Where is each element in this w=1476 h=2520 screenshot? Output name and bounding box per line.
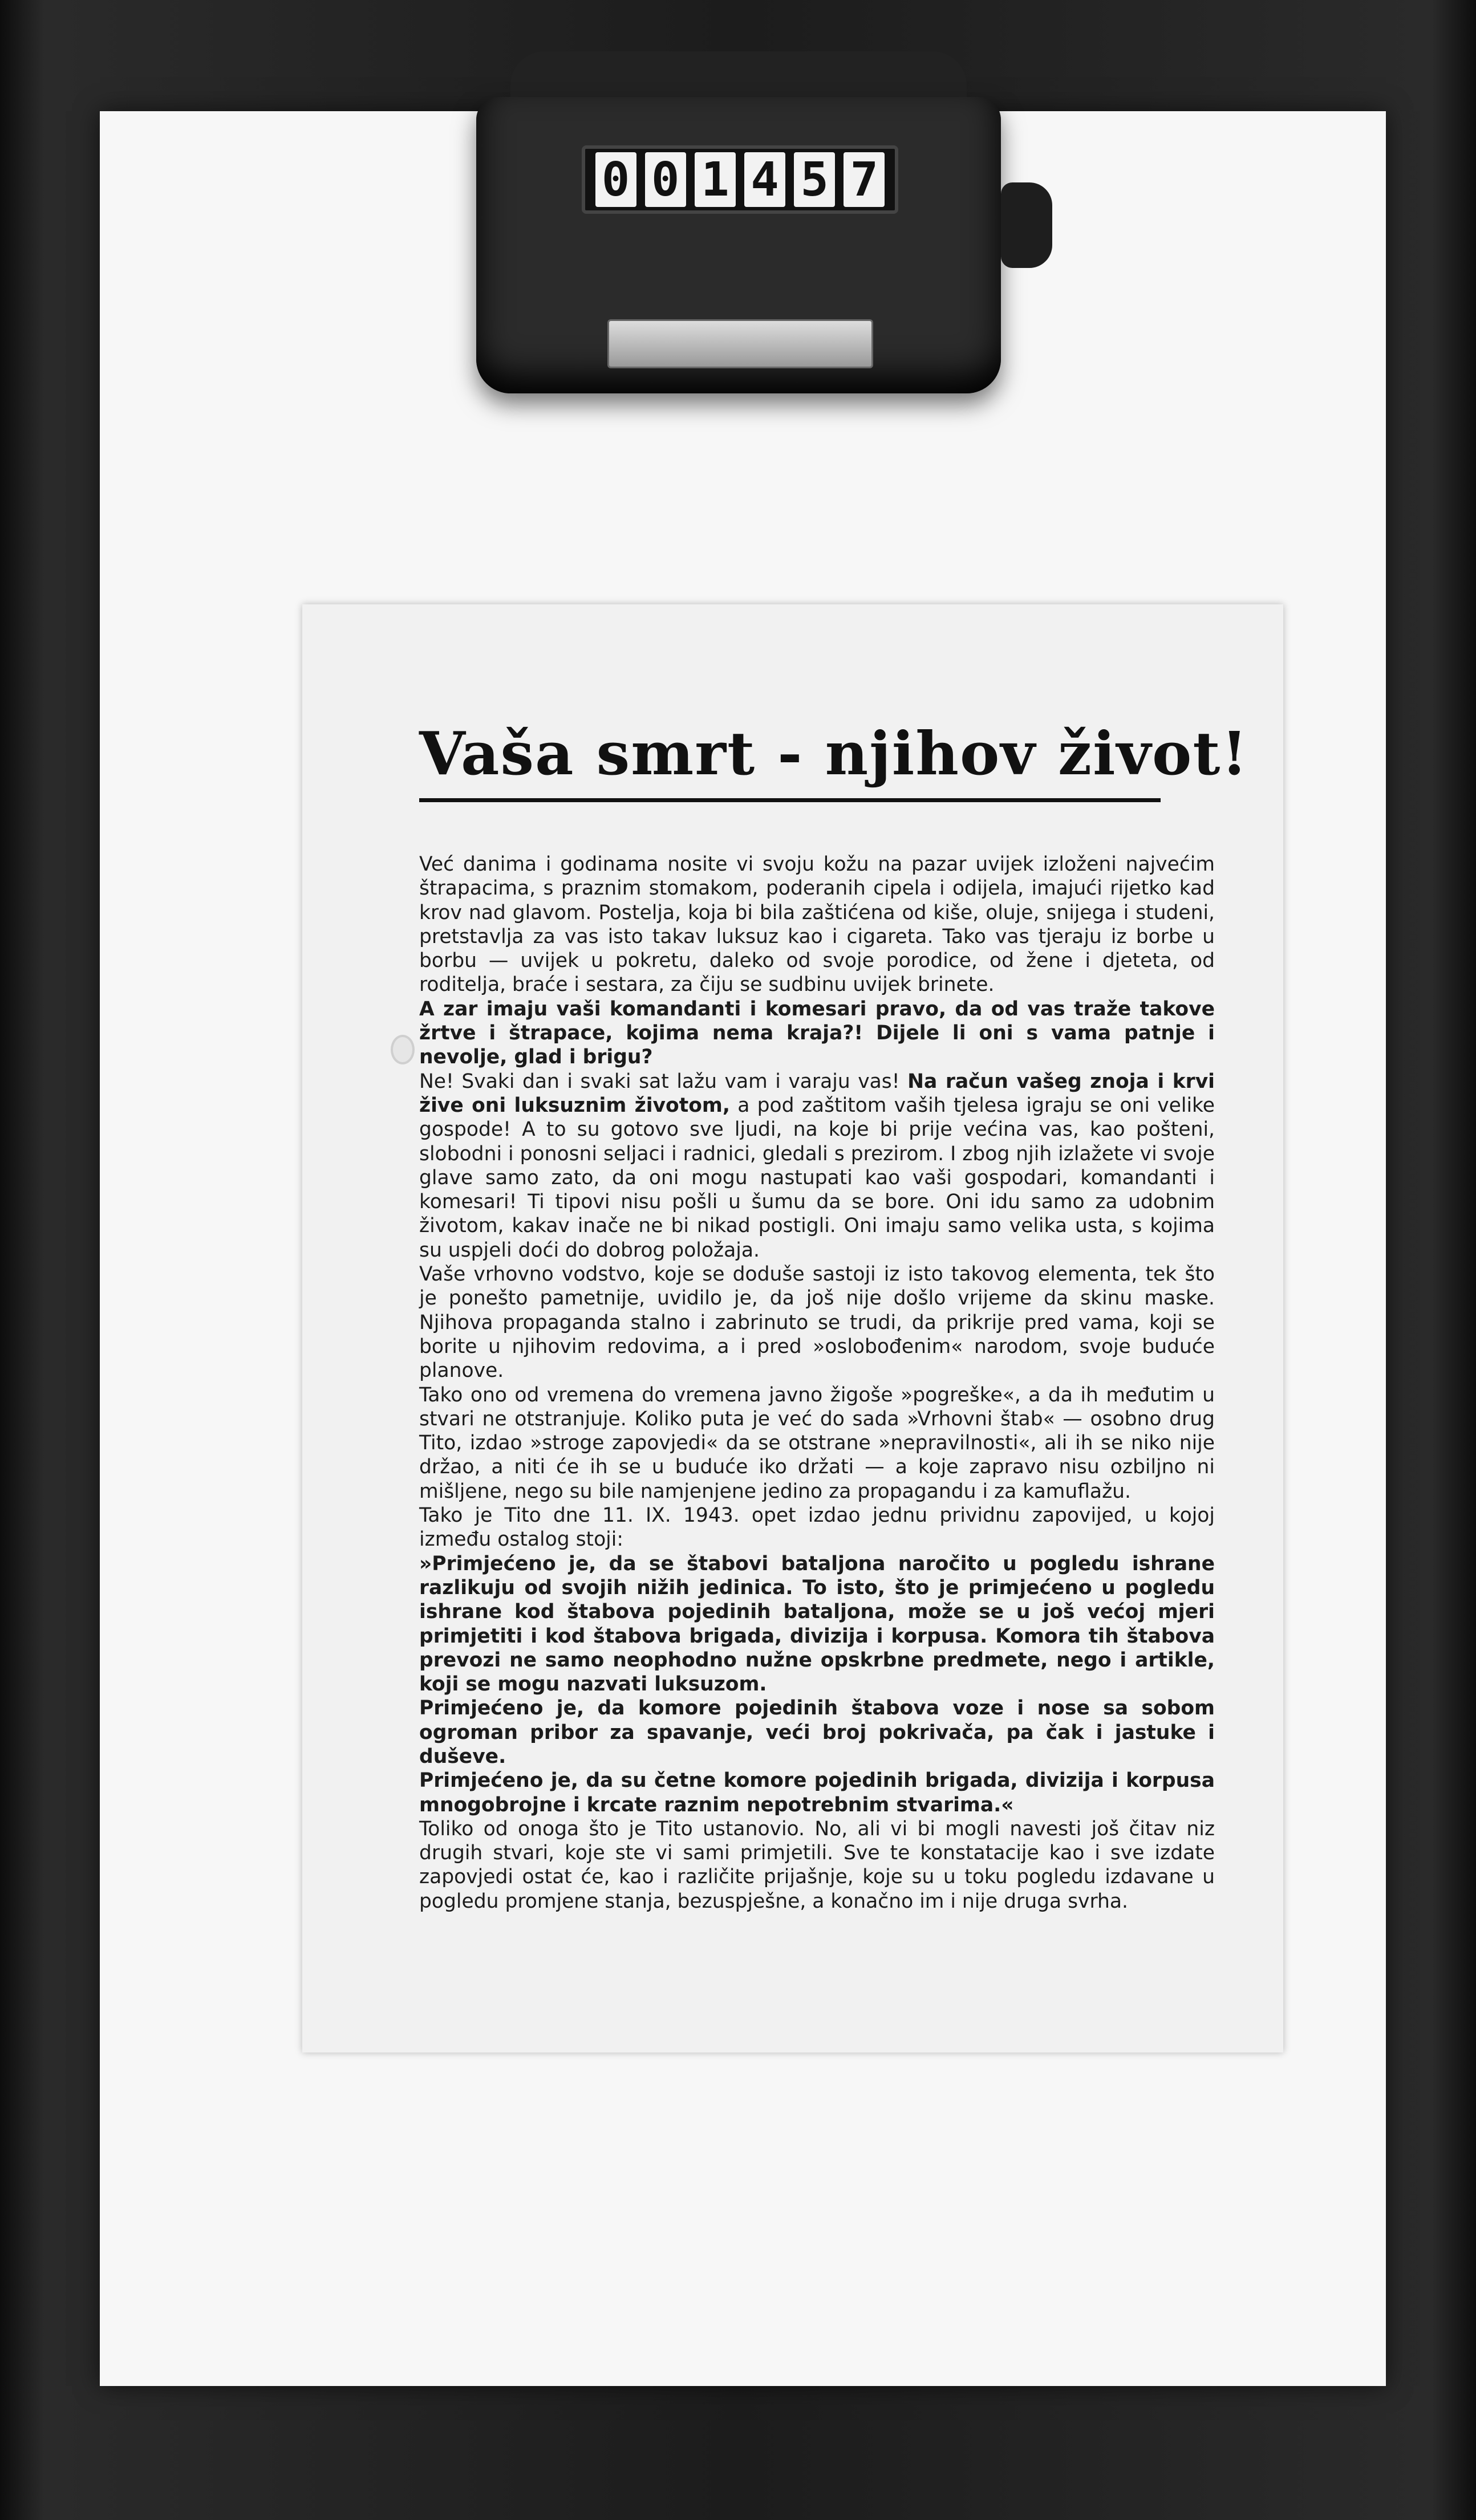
counter-digit: 4 (744, 152, 785, 207)
body-text-bold: Na račun vašeg znoja i krvi žive oni luksuznim životom, (419, 1070, 1215, 1117)
body-paragraph: Toliko od onoga što je Tito ustanovio. No, ali vi bi mogli navesti još čitav niz drugih stvari, koje ste vi sami primjetili. Sve te konstatacije kao i sve izdate zapovjedi ostat će, kao i različite prijašnje, koje su u toku pogledu izdavane u pogledu promjene stanja, bezuspješne, a konačno im i nije druga svrha. (419, 1817, 1215, 1913)
quote-paragraph-bold: Primjećeno je, da su četne komore pojedinih brigada, divizija i korpusa mnogobrojne i krcate raznim nepotrebnim stvarima.« (419, 1769, 1215, 1816)
quote-paragraph-bold: Primjećeno je, da komore pojedinih štabova voze i nose sa sobom ogroman pribor za spavanje, veći broj pokrivača, pa čak i jastuke i duševe. (419, 1697, 1215, 1768)
leaflet-body (419, 852, 1215, 1913)
title-underline (419, 798, 1161, 802)
quote-paragraph-bold: »Primjećeno je, da se štabovi bataljona naročito u pogledu ishrane razlikuju od svojih nižih jedinica. To isto, što je primjećeno u pogledu ishrane kod štabova pojedinih bataljona, može se u još većoj mjeri primjetiti i kod štabova brigada, divizija i korpusa. Komora tih štabova prevozi ne samo neophodno nužne opskrbne predmete, nego i artikle, koji se mogu nazvati luksuzom. (419, 1552, 1215, 1696)
counter-digit: 5 (794, 152, 835, 207)
body-paragraph: Već danima i godinama nosite vi svoju kožu na pazar uvijek izloženi najvećim štrapacima, s praznim stomakom, poderanih cipela i odijela, imajući rijetko kad krov nad glavom. Postelja, koja bi bila zaštićena od kiše, oluje, snijega i studeni, pretstavlja za vas isto takav luksuz kao i cigareta. Tako vas tjeraju iz borbe u borbu — uvijek u pokretu, daleko od svoje porodice, od žene i djeteta, od roditelja, braće i sestara, za čiju se sudbinu uvijek brinete. (419, 853, 1215, 997)
punch-hole (391, 1035, 415, 1064)
body-paragraph: Tako ono od vremena do vremena javno žigoše »pogreške«, a da ih međutim u stvari ne otstranjuje. Koliko puta je već do sada »Vrhovni štab« — osobno drug Tito, izdao »stroge zapovjedi« da se otstrane »nepravilnosti«, ali ih se niko nije držao, a niti će ih se u buduće iko držati — a koje zapravo nisu ozbiljno ni mišljene, nego su bile namjenjene jedino za propagandu i za kamuflažu. (419, 1383, 1215, 1503)
frame-counter-device (476, 51, 1052, 416)
counter-reset-knob (1001, 182, 1052, 268)
counter-digit: 0 (595, 152, 636, 207)
counter-nameplate (607, 319, 873, 368)
body-paragraph: Tako je Tito dne 11. IX. 1943. opet izdao jednu prividnu zapovijed, u kojoj između ostalog stoji: (419, 1504, 1215, 1551)
counter-digit: 1 (695, 152, 736, 207)
body-paragraph-bold: A zar imaju vaši komandanti i komesari pravo, da od vas traže takove žrtve i štrapace, kojima nema kraja?! Dijele li oni s vama patnje i nevolje, glad i brigu? (419, 997, 1215, 1069)
counter-digit: 7 (844, 152, 885, 207)
body-text: a pod zaštitom vaših tjelesa igraju se oni velike gospode! A to su gotovo sve ljudi, na koje bi prije većina vas, kao pošteni, slobodni i ponosni seljaci i radnici, gledali s prezirom. I zbog njih izlažete vi svoje glave samo zato, da oni mogu nastupati kao vaši gospodari, komandanti i komesari! Ti tipovi nisu pošli u šumu da se bore. Oni idu samo za udobnim životom, kakav inače ne bi nikad postigli. Oni imaju samo velika usta, s kojima su uspjeli doći do dobrog položaja. (419, 1094, 1215, 1262)
body-text: Ne! Svaki dan i svaki sat lažu vam i varaju vas! (419, 1070, 900, 1093)
body-paragraph: Vaše vrhovno vodstvo, koje se doduše sastoji iz isto takovog elementa, tek što je ponešto pametnije, uvidilo je, da još nije došlo vrijeme da skinu maske. Njihova propaganda stalno i zabrinuto se trudi, da prikrije pred vama, koji se borite u njihovim redovima, a i pred »oslobođenim« narodom, svoje buduće planove. (419, 1263, 1215, 1383)
body-paragraph (419, 1070, 1215, 1262)
leaflet-title: Vaša smrt - njihov život! (419, 718, 1249, 788)
leaflet-page (302, 604, 1283, 2052)
counter-display (582, 145, 898, 214)
counter-digit: 0 (645, 152, 686, 207)
